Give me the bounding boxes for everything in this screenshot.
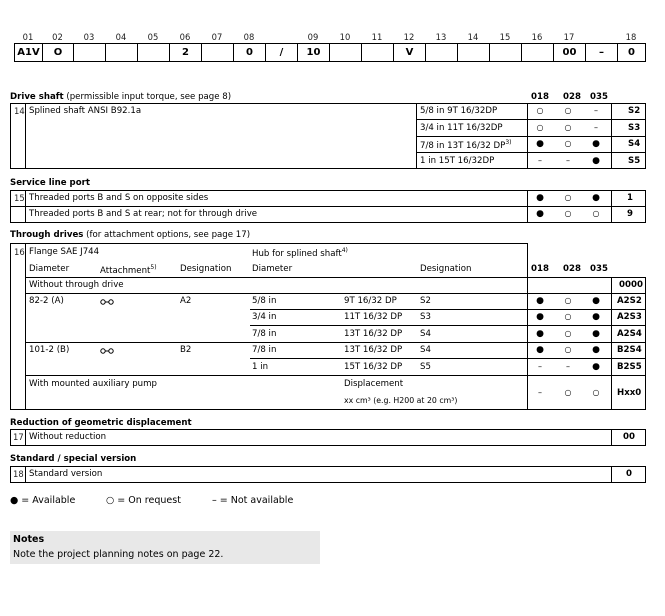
availability-mark: –: [594, 123, 598, 132]
availability-mark: ○: [564, 388, 572, 397]
attachment-icon: [100, 298, 114, 309]
pump-label: With mounted auxiliary pump: [29, 379, 157, 389]
type-code-position: 08: [243, 32, 255, 42]
availability-mark: ○: [592, 209, 600, 218]
type-code-box: [361, 43, 394, 62]
item-number: 14: [14, 106, 25, 116]
item-number: 15: [14, 193, 25, 203]
type-code-position: 03: [83, 32, 95, 42]
availability-mark: ○: [564, 193, 572, 202]
flange-designation: A2: [180, 296, 192, 306]
hub-spline: 13T 16/32 DP: [344, 329, 403, 339]
type-code-position: 01: [22, 32, 34, 42]
type-code-box: 2: [169, 43, 202, 62]
reduction-heading: Reduction of geometric displacement: [10, 418, 192, 428]
through-drives-heading: [10, 231, 250, 240]
availability-mark: ●: [536, 193, 544, 203]
drive-shaft-code: S5: [628, 156, 641, 166]
drive-shaft-code: S4: [628, 139, 641, 149]
type-code-box: 10: [297, 43, 330, 62]
service-port-code: 1: [627, 193, 633, 203]
type-code-position: 06: [179, 32, 191, 42]
notes-title: Notes: [13, 534, 45, 545]
drive-shaft-spec: 3/4 in 11T 16/32DP: [420, 123, 503, 133]
type-code-box: [73, 43, 106, 62]
type-code-box: /: [265, 43, 298, 62]
col-designation: Designation: [180, 264, 232, 274]
standard-heading: Standard / special version: [10, 454, 137, 464]
type-code-position: 05: [147, 32, 159, 42]
hub-diameter: 7/8 in: [252, 345, 277, 355]
drive-shaft-heading: [10, 93, 231, 102]
type-code-position: 11: [371, 32, 383, 42]
hub-spline: 9T 16/32 DP: [344, 296, 397, 306]
size-035: 035: [590, 92, 608, 102]
without-through-drive: Without through drive: [29, 280, 124, 290]
hub-spline: 13T 16/32 DP: [344, 345, 403, 355]
availability-mark: –: [594, 106, 598, 115]
availability-mark: ○: [564, 209, 572, 218]
availability-mark: ●: [536, 329, 544, 339]
legend-available: ● = Available: [10, 495, 76, 506]
type-code-box: 0: [233, 43, 266, 62]
availability-mark: ●: [536, 312, 544, 322]
availability-mark: ○: [564, 345, 572, 354]
reduction-desc: Without reduction: [29, 432, 107, 442]
footnote-ref: 4): [341, 247, 348, 254]
type-code-box: [105, 43, 138, 62]
availability-mark: –: [566, 362, 570, 371]
hub-diameter: 7/8 in: [252, 329, 277, 339]
availability-mark: ●: [592, 312, 600, 322]
availability-mark: ●: [592, 193, 600, 203]
service-port-heading: Service line port: [10, 178, 90, 188]
type-code-box: [201, 43, 234, 62]
availability-mark: ●: [592, 296, 600, 306]
availability-mark: ○: [536, 106, 544, 115]
availability-mark: ○: [564, 296, 572, 305]
section-subtitle: (permissible input torque, see page 8): [63, 92, 232, 102]
service-port-desc: Threaded ports B and S on opposite sides: [29, 193, 209, 203]
section-title: Through drives: [10, 230, 84, 240]
availability-mark: –: [538, 156, 542, 165]
availability-mark: ●: [536, 296, 544, 306]
availability-mark: ○: [592, 388, 600, 397]
type-code-position: 09: [307, 32, 319, 42]
reduction-code: 00: [623, 432, 635, 442]
type-code-position: 15: [499, 32, 511, 42]
col-attachment: Attachment$^{5)}$: [100, 264, 157, 276]
flange-label: Flange SAE J744: [29, 247, 100, 257]
type-code-box: V: [393, 43, 426, 62]
hub-designation: S5: [420, 362, 431, 372]
legend-not-available: – = Not available: [212, 495, 294, 506]
drive-shaft-code: S3: [628, 123, 641, 133]
through-drive-code: A2S3: [617, 312, 642, 322]
availability-mark: ○: [564, 106, 572, 115]
through-drive-code: A2S4: [617, 329, 642, 339]
type-code-box: [521, 43, 554, 62]
hub-designation: S4: [420, 329, 431, 339]
type-code-box: [425, 43, 458, 62]
type-code-box: A1V: [14, 43, 43, 62]
availability-mark: ○: [536, 123, 544, 132]
availability-mark: ●: [536, 209, 544, 219]
notes-text: Note the project planning notes on page 22.: [13, 549, 224, 560]
availability-mark: ●: [592, 156, 600, 166]
availability-mark: ●: [592, 345, 600, 355]
through-drive-code: B2S4: [617, 345, 642, 355]
flange-diameter: 82-2 (A): [29, 296, 64, 306]
flange-designation: B2: [180, 345, 192, 355]
type-code-position: 14: [467, 32, 479, 42]
type-code-box: O: [42, 43, 74, 62]
hub-designation: S4: [420, 345, 431, 355]
availability-mark: ●: [592, 362, 600, 372]
item-number: 17: [13, 432, 24, 442]
size-018: 018: [531, 92, 549, 102]
availability-mark: ○: [564, 139, 572, 148]
pump-displacement-label: Displacement: [344, 379, 404, 389]
type-code-box: 0: [617, 43, 646, 62]
footnote-ref: 3): [505, 139, 512, 146]
legend-on-request: ○ = On request: [106, 495, 181, 506]
type-code-position: 16: [531, 32, 543, 42]
col-diameter: Diameter: [29, 264, 70, 274]
col-hub-diameter: Diameter: [252, 264, 293, 274]
service-port-desc: Threaded ports B and S at rear; not for through drive: [29, 209, 258, 219]
availability-mark: ○: [564, 329, 572, 338]
type-code-position: 18: [625, 32, 637, 42]
type-code-box: [489, 43, 522, 62]
without-code: 0000: [619, 280, 643, 290]
footnote-ref: 5): [150, 264, 157, 271]
hub-designation: S3: [420, 312, 431, 322]
availability-mark: ○: [564, 123, 572, 132]
type-code-position: 17: [563, 32, 575, 42]
type-code-position: 04: [115, 32, 127, 42]
size-028: 028: [563, 92, 581, 102]
drive-shaft-code: S2: [628, 106, 641, 116]
standard-code: 0: [626, 469, 632, 479]
availability-mark: –: [538, 388, 542, 397]
type-code-box: –: [585, 43, 618, 62]
type-code-position: 10: [339, 32, 351, 42]
item-number: 16: [14, 247, 25, 257]
hub-label: Hub for splined shaft$^{4)}$: [252, 247, 348, 259]
drive-shaft-spec: 5/8 in 9T 16/32DP: [420, 106, 498, 116]
pump-code: Hxx0: [617, 388, 642, 398]
hub-spline: 11T 16/32 DP: [344, 312, 403, 322]
standard-desc: Standard version: [29, 469, 103, 479]
type-code-box: [329, 43, 362, 62]
attachment-icon: [100, 347, 114, 358]
hub-diameter: 3/4 in: [252, 312, 277, 322]
through-drive-code: B2S5: [617, 362, 642, 372]
col-hub-designation: Designation: [420, 264, 472, 274]
hub-spline: 15T 16/32 DP: [344, 362, 403, 372]
size-018: 018: [531, 264, 549, 274]
hub-diameter: 1 in: [252, 362, 269, 372]
availability-mark: ●: [536, 345, 544, 355]
type-code-box: [137, 43, 170, 62]
availability-mark: –: [538, 362, 542, 371]
pump-displacement-example: xx cm³ (e.g. H200 at 20 cm³): [344, 396, 458, 405]
type-code-position: 07: [211, 32, 223, 42]
size-035: 035: [590, 264, 608, 274]
flange-diameter: 101-2 (B): [29, 345, 70, 355]
availability-mark: –: [566, 156, 570, 165]
availability-mark: ●: [536, 139, 544, 149]
size-028: 028: [563, 264, 581, 274]
availability-mark: ●: [592, 139, 600, 149]
type-code-box: [457, 43, 490, 62]
type-code-box: 00: [553, 43, 586, 62]
type-code-position: 12: [403, 32, 415, 42]
type-code-position: 02: [52, 32, 63, 42]
hub-diameter: 5/8 in: [252, 296, 277, 306]
drive-shaft-spec: 7/8 in 13T 16/32 DP$^{3)}$: [420, 139, 512, 151]
through-drive-code: A2S2: [617, 296, 642, 306]
service-port-code: 9: [627, 209, 633, 219]
type-code-position: 13: [435, 32, 447, 42]
section-title: Drive shaft: [10, 92, 64, 102]
availability-mark: ○: [564, 312, 572, 321]
availability-mark: ●: [592, 329, 600, 339]
section-subtitle: (for attachment options, see page 17): [83, 230, 251, 240]
item-number: 18: [13, 469, 24, 479]
drive-shaft-spec: 1 in 15T 16/32DP: [420, 156, 495, 166]
drive-shaft-desc: Splined shaft ANSI B92.1a: [29, 106, 142, 116]
hub-designation: S2: [420, 296, 431, 306]
